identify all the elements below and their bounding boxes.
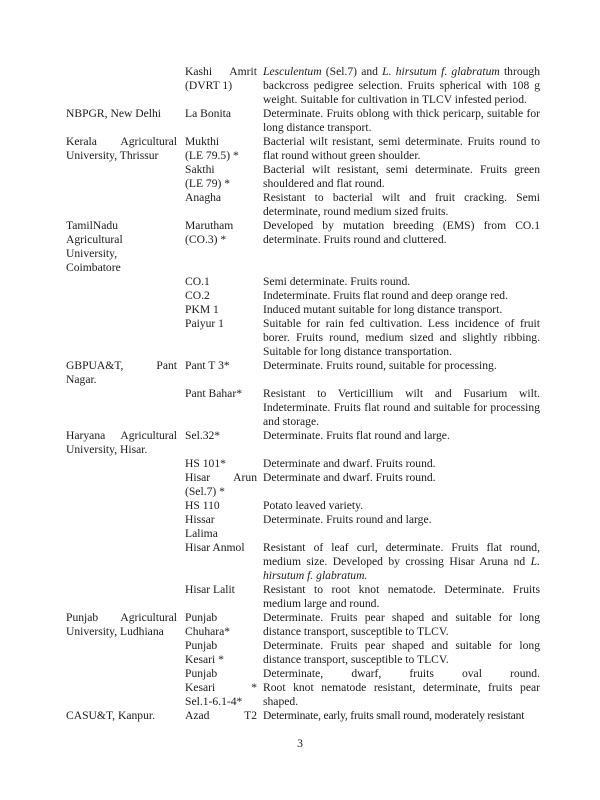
table-row — [66, 457, 540, 471]
variety-line: Sakthi — [185, 163, 215, 176]
table-row — [66, 275, 540, 289]
description-text: Potato leaved variety. — [263, 499, 364, 512]
institution-cell — [66, 65, 185, 107]
institution-line: GBPUA&T, Pant — [66, 359, 177, 372]
description-cell — [263, 65, 540, 107]
variety-line: CO.1 — [185, 275, 210, 288]
variety-cell — [185, 163, 263, 191]
variety-cell — [185, 667, 263, 709]
description-text: Determinate. Fruits pear shaped and suitable for long distance transport, susceptible to TLCV. — [263, 611, 540, 638]
description-text: through backcross pedigree selection. Fruits spherical with 108 g weight. Suitable for cultivation in TLCV infested period. — [263, 65, 541, 106]
variety-cell — [185, 387, 263, 429]
variety-line: HS 110 — [185, 499, 220, 512]
description-text: Developed by mutation breeding (EMS) from CO.1 determinate. Fruits round and cluttered. — [263, 219, 540, 246]
variety-line: Pant Bahar* — [185, 387, 242, 400]
variety-line: CO.2 — [185, 289, 210, 302]
description-text: Resistant to root knot nematode. Determinate. Fruits medium large and round. — [263, 583, 540, 610]
institution-cell — [66, 429, 185, 457]
institution-line: Coimbatore — [66, 261, 121, 274]
variety-cell — [185, 457, 263, 471]
institution-line: CASU&T, Kanpur. — [66, 709, 155, 722]
variety-line: Marutham — [185, 219, 234, 232]
variety-cell — [185, 471, 263, 499]
institution-cell — [66, 457, 185, 471]
description-text: Determinate. Fruits oblong with thick pericarp, suitable for long distance transport. — [263, 107, 540, 134]
variety-line: (Sel.7) * — [185, 485, 225, 498]
description-cell — [263, 303, 540, 317]
table-row — [66, 387, 540, 429]
variety-line: Mukthi — [185, 135, 220, 148]
description-cell — [263, 219, 540, 275]
description-text: Root knot nematode resistant, determinate, fruits pear shaped. — [263, 681, 540, 708]
description-cell — [263, 709, 540, 723]
table-row — [66, 303, 540, 317]
table-row — [66, 429, 540, 457]
variety-line: Hisar Arun — [185, 471, 257, 484]
institution-line: Kerala Agricultural — [66, 135, 177, 148]
institution-cell — [66, 275, 185, 289]
institution-cell — [66, 541, 185, 583]
variety-line: Punjab — [185, 611, 218, 624]
variety-cell — [185, 513, 263, 541]
variety-cell — [185, 611, 263, 639]
variety-cell — [185, 359, 263, 387]
description-cell — [263, 107, 540, 135]
variety-line: Punjab — [185, 667, 218, 680]
variety-cell — [185, 65, 263, 107]
table-row — [66, 65, 540, 107]
description-cell — [263, 289, 540, 303]
variety-cell — [185, 107, 263, 135]
description-cell — [263, 499, 540, 513]
variety-cell — [185, 709, 263, 723]
variety-line: La Bonita — [185, 107, 232, 120]
description-cell — [263, 667, 540, 709]
table-row — [66, 135, 540, 163]
variety-line: Punjab — [185, 639, 218, 652]
institution-line: University, — [66, 247, 118, 260]
table-row — [66, 499, 540, 513]
variety-cell — [185, 583, 263, 611]
table-row — [66, 163, 540, 191]
variety-line: Hisar Lalit — [185, 583, 235, 596]
table-row — [66, 667, 540, 709]
description-text: Determinate and dwarf. Fruits round. — [263, 471, 436, 484]
table-row — [66, 541, 540, 583]
variety-line: PKM 1 — [185, 303, 219, 316]
institution-cell — [66, 499, 185, 513]
variety-line: (CO.3) * — [185, 233, 227, 246]
variety-line: Pant T 3* — [185, 359, 230, 372]
variety-cell — [185, 303, 263, 317]
table-row — [66, 513, 540, 541]
variety-cell — [185, 275, 263, 289]
variety-line: Sel.32* — [185, 429, 221, 442]
institution-line: Agricultural — [66, 233, 123, 246]
description-text: Induced mutant suitable for long distance transport. — [263, 303, 503, 316]
institution-cell — [66, 709, 185, 723]
institution-cell — [66, 471, 185, 499]
description-text: Determinate. Fruits flat round and large. — [263, 429, 450, 442]
table-row — [66, 191, 540, 219]
description-cell — [263, 457, 540, 471]
variety-line: (LE 79.5) * — [185, 149, 239, 162]
description-text: L. hirsutum f. glabratum. — [263, 555, 540, 582]
table-row — [66, 317, 540, 359]
variety-line: Lalima — [185, 527, 218, 540]
description-cell — [263, 611, 540, 639]
description-text: Bacterial wilt resistant, semi determinate. Fruits round to flat round without green shoulder. — [263, 135, 540, 162]
table-row — [66, 289, 540, 303]
description-text: Determinate. Fruits pear shaped and suitable for long distance transport, susceptible to TLCV. — [263, 639, 540, 666]
variety-line: Hissar — [185, 513, 215, 526]
description-cell — [263, 387, 540, 429]
institution-line: Haryana Agricultural — [66, 429, 177, 442]
institution-cell — [66, 611, 185, 639]
variety-line: (DVRT 1) — [185, 79, 233, 92]
variety-cell — [185, 289, 263, 303]
table-row — [66, 107, 540, 135]
variety-line: HS 101* — [185, 457, 226, 470]
description-text: Determinate and dwarf. Fruits round. — [263, 457, 436, 470]
description-cell — [263, 275, 540, 289]
variety-line: (LE 79) * — [185, 177, 231, 190]
description-text: Indeterminate. Fruits flat round and deep orange red. — [263, 289, 508, 302]
variety-line: Kesari * — [185, 681, 257, 694]
institution-cell — [66, 513, 185, 541]
description-text: L. hirsutum f. glabratum — [382, 65, 500, 78]
institution-cell — [66, 387, 185, 429]
description-cell — [263, 471, 540, 499]
institution-cell — [66, 639, 185, 667]
table-body — [66, 65, 540, 723]
table-row — [66, 639, 540, 667]
variety-line: Hisar Anmol — [185, 541, 245, 554]
variety-line: Paiyur 1 — [185, 317, 224, 330]
table-row — [66, 471, 540, 499]
institution-cell — [66, 289, 185, 303]
description-text: (Sel.7) and — [321, 65, 383, 78]
variety-line: Kesari * — [185, 653, 224, 666]
description-text: Lesculentum — [263, 65, 322, 78]
variety-table — [66, 65, 540, 723]
description-cell — [263, 191, 540, 219]
variety-line: Anagha — [185, 191, 222, 204]
institution-cell — [66, 317, 185, 359]
institution-line: NBPGR, New Delhi — [66, 107, 162, 120]
description-cell — [263, 359, 540, 387]
variety-cell — [185, 429, 263, 457]
variety-cell — [185, 317, 263, 359]
institution-line: Punjab Agricultural — [66, 611, 177, 624]
institution-cell — [66, 135, 185, 163]
table-row — [66, 219, 540, 275]
variety-cell — [185, 191, 263, 219]
variety-cell — [185, 541, 263, 583]
institution-cell — [66, 359, 185, 387]
institution-cell — [66, 667, 185, 709]
institution-cell — [66, 303, 185, 317]
description-cell — [263, 317, 540, 359]
institution-line: University, Hisar. — [66, 443, 148, 456]
institution-cell — [66, 191, 185, 219]
description-cell — [263, 583, 540, 611]
description-cell — [263, 429, 540, 457]
description-text: Semi determinate. Fruits round. — [263, 275, 411, 288]
description-text: Determinate, early, fruits small round, moderately resistant — [263, 709, 525, 722]
description-text: Suitable for rain fed cultivation. Less incidence of fruit borer. Fruits round, medium sized and slightly ribbing. Suitable for long distance transportation. — [263, 317, 540, 358]
variety-line: Kashi Amrit — [185, 65, 257, 78]
variety-line: Chuhara* — [185, 625, 231, 638]
institution-line: Nagar. — [66, 373, 97, 386]
description-text: Bacterial wilt resistant, semi determinate. Fruits green shouldered and flat round. — [263, 163, 540, 190]
variety-cell — [185, 135, 263, 163]
institution-cell — [66, 219, 185, 275]
table-row — [66, 709, 540, 723]
institution-line: University, Ludhiana — [66, 625, 164, 638]
variety-cell — [185, 499, 263, 513]
institution-cell — [66, 583, 185, 611]
description-cell — [263, 163, 540, 191]
institution-line: TamilNadu — [66, 219, 118, 232]
description-cell — [263, 639, 540, 667]
description-cell — [263, 513, 540, 541]
variety-table-wrapper — [66, 65, 540, 723]
description-cell — [263, 135, 540, 163]
institution-line: University, Thrissur — [66, 149, 159, 162]
description-text: Determinate. Fruits round and large. — [263, 513, 432, 526]
institution-cell — [66, 163, 185, 191]
description-cell — [263, 541, 540, 583]
page-number: 3 — [297, 737, 303, 750]
description-text: Resistant to bacterial wilt and fruit cracking. Semi determinate, round medium sized fruits. — [263, 191, 540, 218]
table-row — [66, 359, 540, 387]
table-row — [66, 611, 540, 639]
description-text: Determinate. Fruits round, suitable for processing. — [263, 359, 497, 372]
description-text: Resistant of leaf curl, determinate. Fruits flat round, medium size. Developed by crossing Hisar Aruna nd — [263, 541, 540, 568]
description-text: Determinate, dwarf, fruits oval round. — [263, 667, 540, 680]
variety-cell — [185, 219, 263, 275]
variety-line: Azad T2 — [185, 709, 257, 722]
variety-cell — [185, 639, 263, 667]
description-text: Resistant to Verticillium wilt and Fusarium wilt. Indeterminate. Fruits flat round and suitable for processing and storage. — [263, 387, 540, 428]
institution-cell — [66, 107, 185, 135]
variety-line: Sel.1-6.1-4* — [185, 695, 243, 708]
table-row — [66, 583, 540, 611]
